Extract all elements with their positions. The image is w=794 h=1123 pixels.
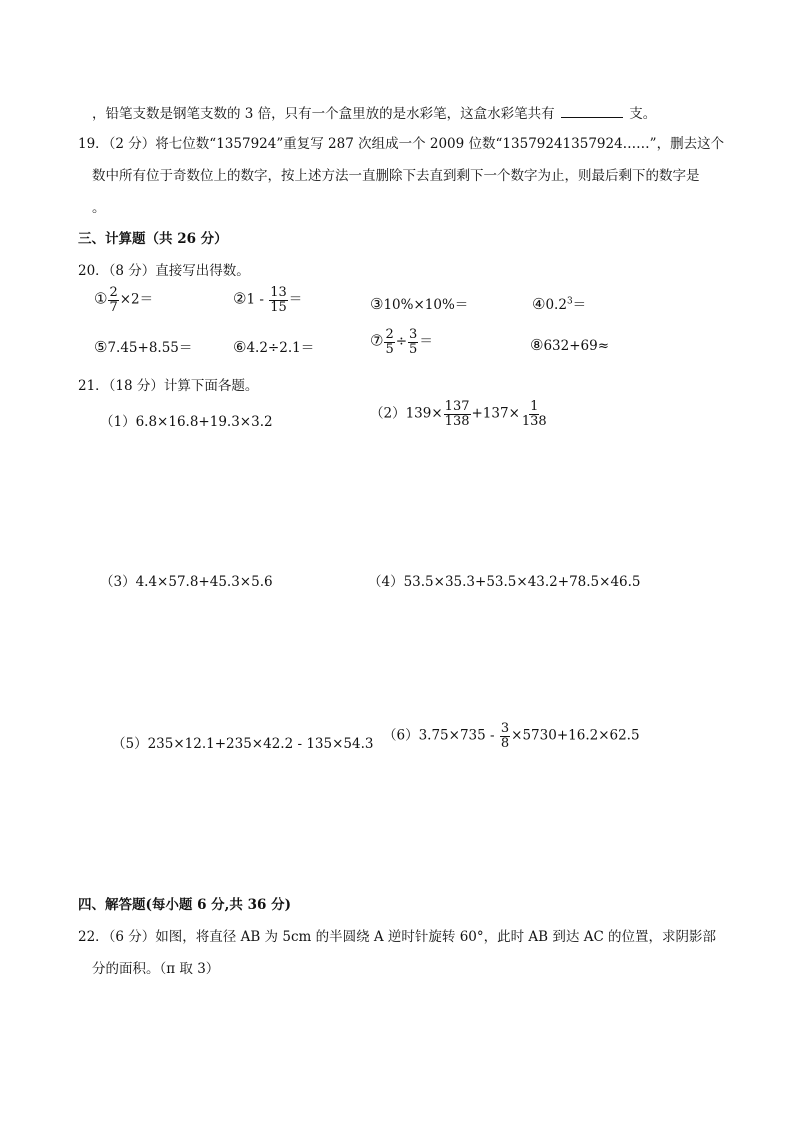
q20-item-1: ① $\frac{2}{7}$ ×2＝ xyxy=(94,285,154,315)
q21-problem-2: （2）139× $\frac{137}{138}$ +137× $\frac{1}{138}$ xyxy=(370,399,547,429)
q19-line-1: 19．（2 分）将七位数“1357924”重复写 287 次组成一个 2009 位数“13579241357924……”，删去这个 xyxy=(78,136,725,152)
q21-problem-1: （1）6.8×16.8+19.3×3.2 xyxy=(100,414,273,430)
q20-item-4: $④0.2^3=$ xyxy=(532,295,587,313)
q20-item-1-mark: ① xyxy=(94,289,108,308)
q21-problem-5: （5）235×12.1+235×42.2 - 135×54.3 xyxy=(112,736,374,752)
q20-item-4-mark: ④ xyxy=(532,295,546,313)
q20-item-2-mark: ② xyxy=(233,289,247,308)
q20-item-2-fraction: $\frac{13}{15}$ xyxy=(270,285,287,315)
q22-line-1: 22．（6 分）如图，将直径 AB 为 5cm 的半圆绕 A 逆时针旋转 60°，此时 AB 到达 AC 的位置，求阴影部 xyxy=(78,929,717,945)
q19-line-2: 数中所有位于奇数位上的数字，按上述方法一直删除下去直到剩下一个数字为止，则最后剩下的数字是 xyxy=(92,168,700,184)
q21-problem-4: （4）53.5×35.3+53.5×43.2+78.5×46.5 xyxy=(368,574,641,590)
q20-item-8: ⑧632+69≈ xyxy=(530,336,610,354)
section-3-title: 三、计算题（共 26 分） xyxy=(78,231,228,247)
q20-item-3-mark: ③ xyxy=(370,295,384,313)
q21-stem: 21．（18 分）计算下面各题。 xyxy=(78,378,259,394)
q18-tail-line xyxy=(92,102,656,122)
q20-item-5: ⑤7.45+8.55＝ xyxy=(94,338,193,356)
q20-item-7-mark: ⑦ xyxy=(370,331,384,350)
q20-item-6: ⑥4.2÷2.1＝ xyxy=(233,338,315,356)
section-4-title: 四、解答题(每小题 6 分,共 36 分) xyxy=(78,897,291,913)
q20-item-8-mark: ⑧ xyxy=(530,336,544,354)
q20-stem: 20．（8 分）直接写出得数。 xyxy=(78,263,250,279)
q20-item-3: ③10%×10%＝ xyxy=(370,295,469,313)
q20-item-6-mark: ⑥ xyxy=(233,338,247,356)
q18-answer-blank[interactable] xyxy=(561,105,623,118)
q22-line-2: 分的面积。（π 取 3） xyxy=(92,961,220,977)
q18-text-before: ，铅笔支数是钢笔支数的 3 倍，只有一个盒里放的是水彩笔，这盒水彩笔共有 xyxy=(92,106,555,122)
q20-item-7: ⑦ $\frac{2}{5}$ ÷ $\frac{3}{5}$ ＝ xyxy=(370,327,433,357)
q21-problem-3: （3）4.4×57.8+45.3×5.6 xyxy=(100,574,273,590)
q20-item-5-mark: ⑤ xyxy=(94,338,108,356)
q20-item-1-fraction: $\frac{2}{7}$ xyxy=(109,285,118,315)
q18-text-after: 支。 xyxy=(629,106,657,122)
q21-problem-6: （6）3.75×735 - $\frac{3}{8}$ ×5730+16.2×62.5 xyxy=(383,721,640,751)
q20-item-2: ②1 - $\frac{13}{15}$ ＝ xyxy=(233,285,303,315)
q19-line-3: 。 xyxy=(92,200,106,216)
